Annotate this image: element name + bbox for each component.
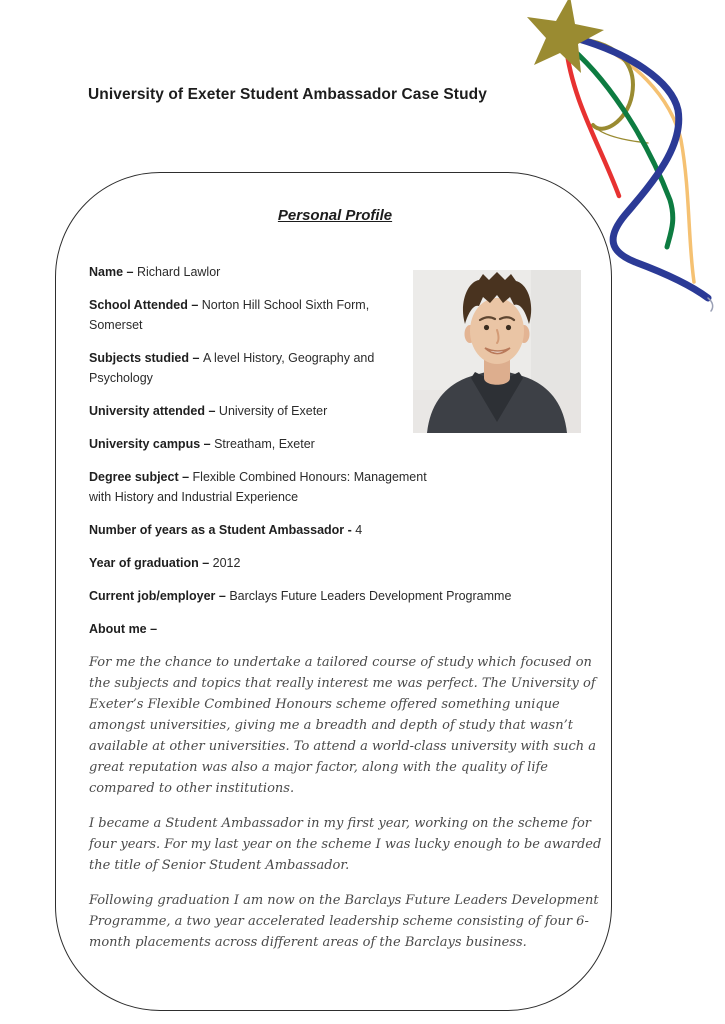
field-label: Degree subject [89,470,179,484]
about-me-section [89,652,602,953]
field-value: Barclays Future Leaders Development Programme [229,589,512,603]
field-label: About me [89,622,147,636]
field-label: University attended [89,404,206,418]
star-icon [527,0,604,73]
field-value: Flexible Combined Honours: Management with History and Industrial Experience [89,470,427,504]
about-paragraph: For me the chance to undertake a tailored course of study which focused on the subjects and topics that really interest me was perfect. The University of Exeter’s Flexible Combined Honours scheme offered something unique amongst universities, giving me a breadth and depth of study that wasn’t available at other universities. To attend a world-class university with such a great reputation was also a major factor, along with the quality of life compared to other institutions. [89,655,596,796]
field-name [89,262,441,282]
field-separator: – [200,437,215,451]
about-paragraph: I became a Student Ambassador in my first year, working on the scheme for four years. For my last year on the scheme I was lucky enough to be awarded the title of Senior Student Ambassador. [89,816,602,873]
field-separator: – [123,265,137,279]
field-value: 4 [355,523,363,537]
field-separator: – [215,589,230,603]
field-subjects-studied [89,348,441,388]
about-paragraph: Following graduation I am now on the Barclays Future Leaders Development Programme, a two year accelerated leadership scheme consisting of four 6-month placements across different areas of the Barclays business. [89,893,599,950]
page-title: University of Exeter Student Ambassador Case Study [88,86,487,103]
field-university-attended [89,401,441,421]
field-separator: – [178,470,193,484]
field-value: Streatham, Exeter [214,437,315,451]
field-school-attended [89,295,441,335]
field-degree-subject [89,467,441,507]
field-label: University campus [89,437,201,451]
field-separator: – [198,556,213,570]
profile-photo [413,270,581,433]
field-value: University of Exeter [218,404,328,418]
field-value: Richard Lawlor [136,265,221,279]
field-current-job [89,586,581,606]
field-value: Norton Hill School Sixth Form, Somerset [89,298,370,332]
field-year-of-graduation [89,553,581,573]
field-separator: - [344,523,356,537]
field-university-campus [89,434,441,454]
profile-frame [55,172,612,1011]
field-label: School Attended [89,298,188,312]
field-value: A level History, Geography and Psychology [89,351,375,385]
field-separator: – [205,404,219,418]
field-years-as-ambassador [89,520,581,540]
field-label: Year of graduation [89,556,199,570]
profile-fields [89,262,581,639]
field-separator: – [146,622,158,636]
field-value: 2012 [212,556,241,570]
profile-frame-content [56,173,611,953]
field-about-me [89,619,581,639]
field-label: Number of years as a Student Ambassador [89,523,345,537]
field-separator: – [187,298,202,312]
field-label: Name [89,265,124,279]
personal-profile-heading: Personal Profile [277,207,393,224]
field-label: Current job/employer [89,589,216,603]
field-separator: – [189,351,203,365]
field-label: Subjects studied [89,351,190,365]
